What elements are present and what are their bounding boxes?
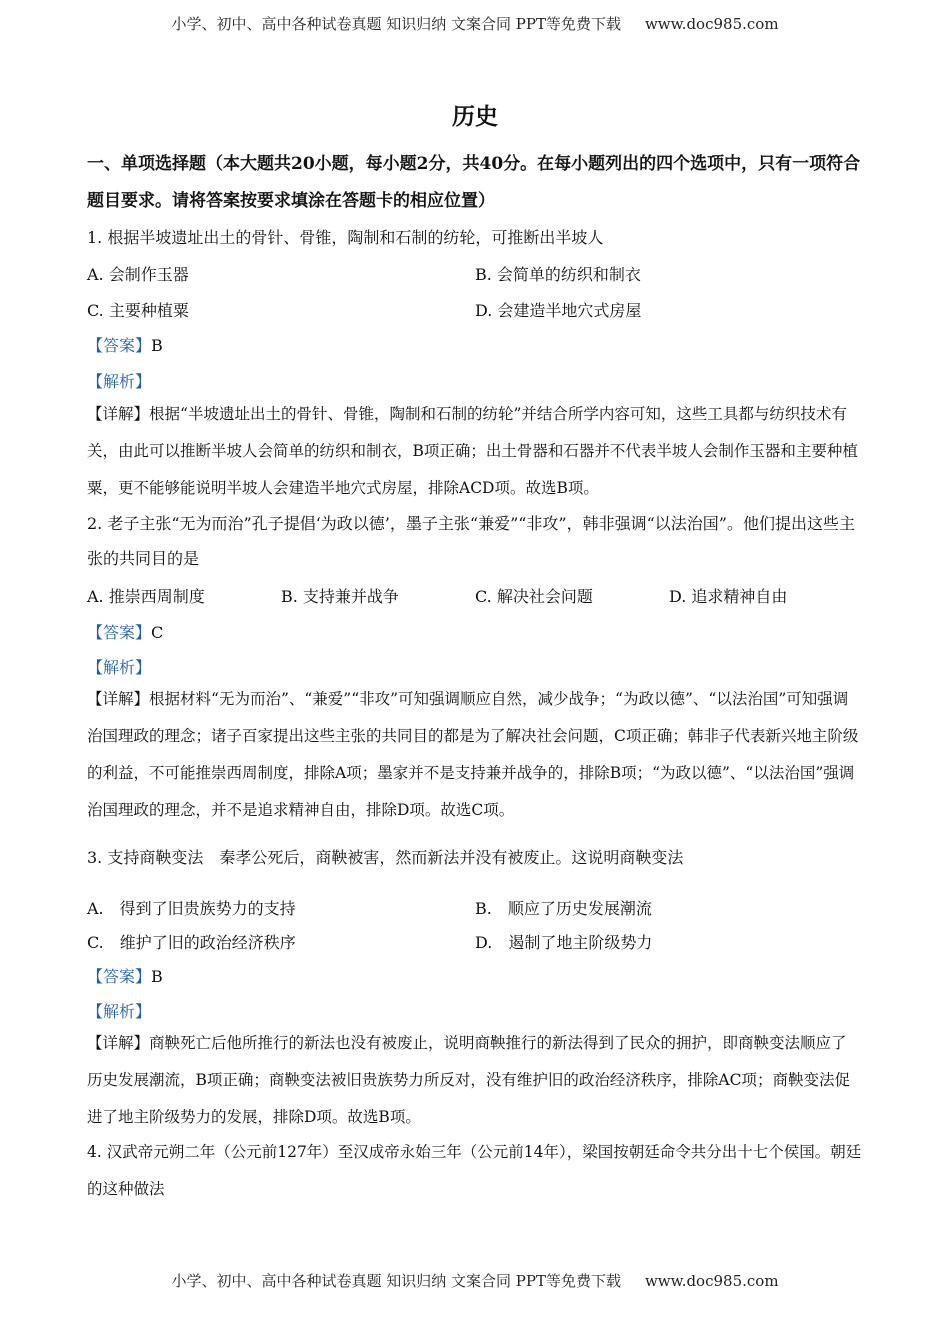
- q1-option-b: B. 会简单的纺织和制衣: [475, 265, 641, 284]
- detail-text: 根据“半坡遗址出土的骨针、骨锥，陶制和石制的纺轮”并结合所学内容可知，这些工具都与纺织技术有关，由此可以推断半坡人会简单的纺织和制衣，B项正确；出土骨器和石器并不代表半坡人会制作玉器和主要种植粟，更不能够能说明半坡人会建造半地穴式房屋，排除ACD项。故选B项。: [87, 405, 858, 497]
- q1-option-d: D. 会建造半地穴式房屋: [475, 301, 642, 320]
- q3-option-c: C. 维护了旧的政治经济秩序: [87, 933, 296, 952]
- q2-detail: [87, 681, 862, 829]
- q2-analysis-tag: 【解析】: [87, 658, 152, 677]
- header-site[interactable]: www.doc985.com: [644, 15, 779, 33]
- footer-site[interactable]: www.doc985.com: [644, 1272, 779, 1290]
- detail-tag: 【详解】: [87, 405, 150, 423]
- detail-tag: 【详解】: [87, 1034, 150, 1052]
- q1-option-a: A. 会制作玉器: [87, 265, 189, 284]
- q3-option-a: A. 得到了旧贵族势力的支持: [87, 899, 296, 918]
- page-title: 历史: [452, 103, 498, 130]
- detail-text: 商鞅死亡后他所推行的新法也没有被废止，说明商鞅推行的新法得到了民众的拥护，即商鞅变法顺应了历史发展潮流，B项正确；商鞅变法被旧贵族势力所反对，没有维护旧的政治经济秩序，排除AC项；商鞅变法促进了地主阶级势力的发展，排除D项。故选B项。: [87, 1034, 850, 1126]
- q2-option-d: D. 追求精神自由: [669, 587, 788, 606]
- q1-stem: 1. 根据半坡遗址出土的骨针、骨锥，陶制和石制的纺轮，可推断出半坡人: [87, 228, 604, 247]
- answer-value: B: [151, 336, 163, 355]
- footer-text: 小学、初中、高中各种试卷真题 知识归纳 文案合同 PPT等免费下载: [171, 1272, 621, 1290]
- q2-stem: 2. 老子主张“无为而治”孔子提倡‘为政以德’，墨子主张“兼爱”“非攻”，韩非强调“以法治国”。他们提出这些主张的共同目的是: [87, 514, 855, 568]
- q2-option-b: B. 支持兼并战争: [281, 587, 399, 606]
- q1-answer: [87, 333, 163, 356]
- header-text: 小学、初中、高中各种试卷真题 知识归纳 文案合同 PPT等免费下载: [171, 15, 621, 33]
- q2-answer: [87, 620, 163, 643]
- answer-tag: 【答案】: [87, 336, 152, 355]
- q1-option-c: C. 主要种植粟: [87, 301, 189, 320]
- q3-analysis-tag: 【解析】: [87, 1002, 152, 1021]
- q3-detail: [87, 1025, 862, 1136]
- detail-text: 根据材料“无为而治”、“兼爱”“非攻”可知强调顺应自然，减少战争；“为政以德”、“以法治国”可知强调治国理政的理念；诸子百家提出这些主张的共同目的都是为了解决社会问题，C项正确；韩非子代表新兴地主阶级的利益，不可能推崇西周制度，排除A项；墨家并不是支持兼并战争的，排除B项；“为政以德”、“以法治国”强调治国理政的理念，并不是追求精神自由，排除D项。故选C项。: [87, 690, 859, 819]
- section-heading: 一、单项选择题（本大题共20小题，每小题2分，共40分。在每小题列出的四个选项中，只有一项符合题目要求。请将答案按要求填涂在答题卡的相应位置）: [87, 154, 861, 211]
- answer-value: C: [151, 623, 164, 642]
- detail-tag: 【详解】: [87, 690, 150, 708]
- answer-value: B: [151, 967, 163, 986]
- q4-stem: 4. 汉武帝元朔二年（公元前127年）至汉成帝永始三年（公元前14年），梁国按朝廷命令共分出十七个侯国。朝廷的这种做法: [87, 1143, 862, 1198]
- q1-analysis-tag: 【解析】: [87, 372, 152, 391]
- page-footer: [0, 1270, 950, 1291]
- answer-tag: 【答案】: [87, 967, 152, 986]
- q3-answer: [87, 964, 163, 987]
- q3-option-b: B. 顺应了历史发展潮流: [475, 899, 652, 918]
- page-header: [0, 13, 950, 34]
- q3-stem: 3. 支持商鞅变法 秦孝公死后，商鞅被害，然而新法并没有被废止。这说明商鞅变法: [87, 848, 684, 867]
- q3-option-d: D. 遏制了地主阶级势力: [475, 933, 653, 952]
- q2-option-a: A. 推崇西周制度: [87, 587, 205, 606]
- q2-option-c: C. 解决社会问题: [475, 587, 593, 606]
- q1-detail: [87, 396, 862, 507]
- answer-tag: 【答案】: [87, 623, 152, 642]
